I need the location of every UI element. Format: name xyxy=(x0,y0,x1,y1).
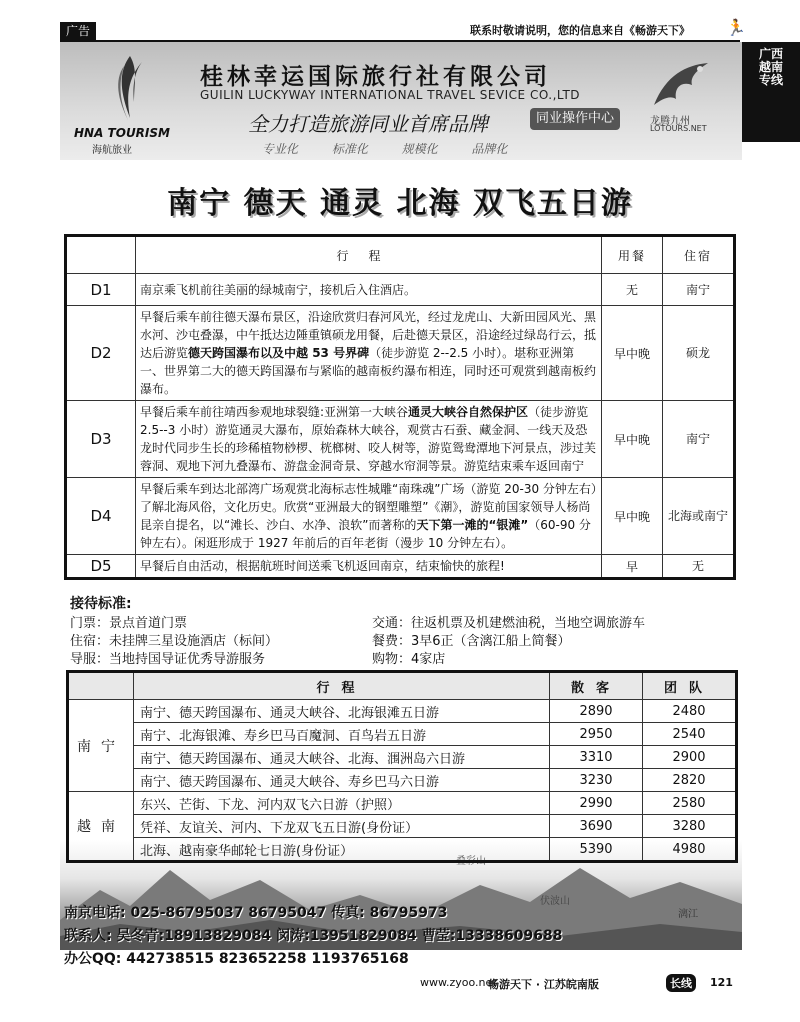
price-header-row xyxy=(68,672,737,700)
group-price: 2540 xyxy=(643,723,737,746)
hna-logo-text: HNA TOURISM xyxy=(74,126,170,140)
hna-wing-logo-icon xyxy=(100,52,160,124)
desc-text: （徒步游览 2.5--3 小时）游览通灵大瀑布，原始森林大峡谷，观赏古石蚕、藏金洞、一线天及恐龙时代同步生长的珍稀植物桫椤、桄榔树、咬人树等，游览鸳鸯潭地下河景点，涉过芙蓉洞、观地下河九叠瀑布、游盘金洞奇景、穿越水帘洞等景。游览结束乘车返回南宁 xyxy=(140,405,597,473)
standard-item: 餐费：3早6正（含漓江船上简餐） xyxy=(372,634,571,649)
day-label: D5 xyxy=(66,555,136,579)
company-name-cn: 桂林幸运国际旅行社有限公司 xyxy=(200,64,551,90)
region-label: 越南 xyxy=(68,792,134,862)
day-header xyxy=(66,236,136,274)
group-price: 2820 xyxy=(643,769,737,792)
route-header: 行程 xyxy=(134,672,550,700)
route-name: 凭祥、友谊关、河内、下龙双飞五日游(身份证） xyxy=(134,815,550,838)
scene-label: 漓江 xyxy=(678,909,698,920)
company-name-en: GUILIN LUCKYWAY INTERNATIONAL TRAVEL SEVICE CO.,LTD xyxy=(200,88,581,102)
itinerary-row xyxy=(66,306,735,401)
stay-value: 北海或南宁 xyxy=(663,478,735,555)
desc-text: 早餐后乘车前往靖西参观地球裂缝:亚洲第一大峡谷 xyxy=(140,405,409,419)
day-description xyxy=(136,478,602,555)
meal-header: 用餐 xyxy=(602,236,663,274)
day-label: D1 xyxy=(66,274,136,306)
contact-qq: 办公QQ: 442738515 823652258 1193765168 xyxy=(64,951,409,967)
footer-category-badge: 长线 xyxy=(666,974,696,992)
meal-value: 早中晚 xyxy=(602,306,663,401)
group-header: 团队 xyxy=(643,672,737,700)
hna-logo-subtext: 海航旅业 xyxy=(92,145,132,156)
footer-publication: 畅游天下 · 江苏皖南版 xyxy=(488,978,599,991)
group-price: 2580 xyxy=(643,792,737,815)
retail-price: 3690 xyxy=(550,815,643,838)
footer-url[interactable]: www.zyoo.net xyxy=(420,976,497,989)
page-title: 南宁 德天 通灵 北海 双飞五日游 xyxy=(167,186,633,221)
price-row xyxy=(68,700,737,723)
retail-price: 3310 xyxy=(550,746,643,769)
retail-price: 3230 xyxy=(550,769,643,792)
route-name: 南宁、德天跨国瀑布、通灵大峡谷、北海银滩五日游 xyxy=(134,700,550,723)
meal-value: 无 xyxy=(602,274,663,306)
dragon-logo-text: 龙腾九州 xyxy=(650,116,690,127)
ad-label: 广告 xyxy=(60,22,96,40)
desc-highlight: 通灵大峡谷自然保护区 xyxy=(408,405,529,419)
price-row xyxy=(68,815,737,838)
slogan-badge: 同业操作中心 xyxy=(530,108,620,130)
price-row xyxy=(68,746,737,769)
desc-highlight: 天下第一滩的“银滩” xyxy=(416,518,529,532)
day-description xyxy=(136,306,602,401)
desc-text: （徒步游览 2--2.5 小时）。堪称亚洲第一、世界第二大的德天跨国瀑布与紧临的越南板约瀑布相连，同时还可观赏到越南板约瀑布。 xyxy=(140,346,597,396)
dragon-logo-icon xyxy=(646,55,716,115)
group-price: 2480 xyxy=(643,700,737,723)
meal-value: 早中晚 xyxy=(602,401,663,478)
price-row xyxy=(68,769,737,792)
standard-item: 购物：4家店 xyxy=(372,652,446,667)
itinerary-row xyxy=(66,401,735,478)
side-tab-label: 广西越南专线 xyxy=(758,47,783,87)
meal-value: 早 xyxy=(602,555,663,579)
route-name: 南宁、北海银滩、寿乡巴马百魔洞、百鸟岩五日游 xyxy=(134,723,550,746)
retail-price: 2990 xyxy=(550,792,643,815)
group-price: 3280 xyxy=(643,815,737,838)
desc-highlight: 德天跨国瀑布以及中越 53 号界碑 xyxy=(188,346,370,360)
slogan: 全力打造旅游同业首席品牌 xyxy=(248,112,488,136)
group-price: 4980 xyxy=(643,838,737,862)
price-table xyxy=(66,670,738,863)
itinerary-table xyxy=(64,234,736,580)
stay-value: 硕龙 xyxy=(663,306,735,401)
standard-item: 导服：当地持国导证优秀导游服务 xyxy=(70,652,266,667)
region-header xyxy=(68,672,134,700)
day-label: D2 xyxy=(66,306,136,401)
standard-item: 住宿：未挂牌三星设施酒店（标间） xyxy=(70,634,279,649)
stay-value: 南宁 xyxy=(663,274,735,306)
itinerary-row xyxy=(66,555,735,579)
runner-icon: 🏃 xyxy=(726,18,746,37)
region-label: 南宁 xyxy=(68,700,134,792)
stay-value: 无 xyxy=(663,555,735,579)
route-name: 北海、越南豪华邮轮七日游(身份证） xyxy=(134,838,550,862)
scene-label: 叠彩山 xyxy=(456,856,486,867)
standards-title: 接待标准: xyxy=(70,596,132,612)
route-header: 行程 xyxy=(136,236,602,274)
day-description: 早餐后自由活动，根据航班时间送乘飞机返回南京，结束愉快的旅程! xyxy=(136,555,602,579)
price-row xyxy=(68,792,737,815)
day-description: 南京乘飞机前往美丽的绿城南宁，接机后入住酒店。 xyxy=(136,274,602,306)
route-name: 南宁、德天跨国瀑布、通灵大峡谷、北海、涠洲岛六日游 xyxy=(134,746,550,769)
route-name: 南宁、德天跨国瀑布、通灵大峡谷、寿乡巴马六日游 xyxy=(134,769,550,792)
retail-price: 5390 xyxy=(550,838,643,862)
contact-people: 联系人: 吴冬青:18913829084 闵涛:13951829084 曹莹:13338609688 xyxy=(64,928,563,944)
desc-text: 早餐后乘车前往德天瀑布景区，沿途欣赏归春河风光，经过龙虎山、大新田园风光、黑水河、沙屯叠瀑，中午抵达边陲重镇硕龙用餐，后赴德天景区，沿途经过绿岛行云，抵达后游览 xyxy=(140,310,597,360)
standard-item: 交通：往返机票及机建燃油税，当地空调旅游车 xyxy=(372,616,646,631)
stay-header: 住宿 xyxy=(663,236,735,274)
source-notice: 联系时敬请说明，您的信息来自《畅游天下》 xyxy=(470,24,690,37)
scene-label: 伏波山 xyxy=(540,896,570,907)
route-name: 东兴、芒街、下龙、河内双飞六日游（护照） xyxy=(134,792,550,815)
page-number: 121 xyxy=(710,976,733,989)
standard-item: 门票：景点首道门票 xyxy=(70,616,188,631)
retail-price: 2950 xyxy=(550,723,643,746)
meal-value: 早中晚 xyxy=(602,478,663,555)
day-description xyxy=(136,401,602,478)
desc-text: （60-90 分钟左右）。闲逛形成于 1927 年前后的百年老街（漫步 10 分钟左右）。 xyxy=(140,518,591,550)
itinerary-header-row xyxy=(66,236,735,274)
itinerary-row xyxy=(66,274,735,306)
dragon-logo-subtext: LOTOURS.NET xyxy=(650,124,707,133)
price-row xyxy=(68,838,737,862)
itinerary-row xyxy=(66,478,735,555)
price-row xyxy=(68,723,737,746)
day-label: D4 xyxy=(66,478,136,555)
retail-price: 2890 xyxy=(550,700,643,723)
side-category-tab xyxy=(742,42,800,142)
tagline-row: 专业化 标准化 规模化 品牌化 xyxy=(262,142,508,156)
day-label: D3 xyxy=(66,401,136,478)
group-price: 2900 xyxy=(643,746,737,769)
contact-phone: 南京电话: 025-86795037 86795047 传真: 86795973 xyxy=(64,905,448,921)
retail-header: 散客 xyxy=(550,672,643,700)
desc-text: 早餐后乘车到达北部湾广场观赏北海标志性城雕“南珠魂”广场（游览 20-30 分钟左右）了解北海风俗，文化历史。欣赏“亚洲最大的钢塑雕塑”《潮》，游览前国家领导人杨尚昆亲自提名，以“滩长、沙白、水净、浪软”而著称的 xyxy=(140,482,597,532)
stay-value: 南宁 xyxy=(663,401,735,478)
